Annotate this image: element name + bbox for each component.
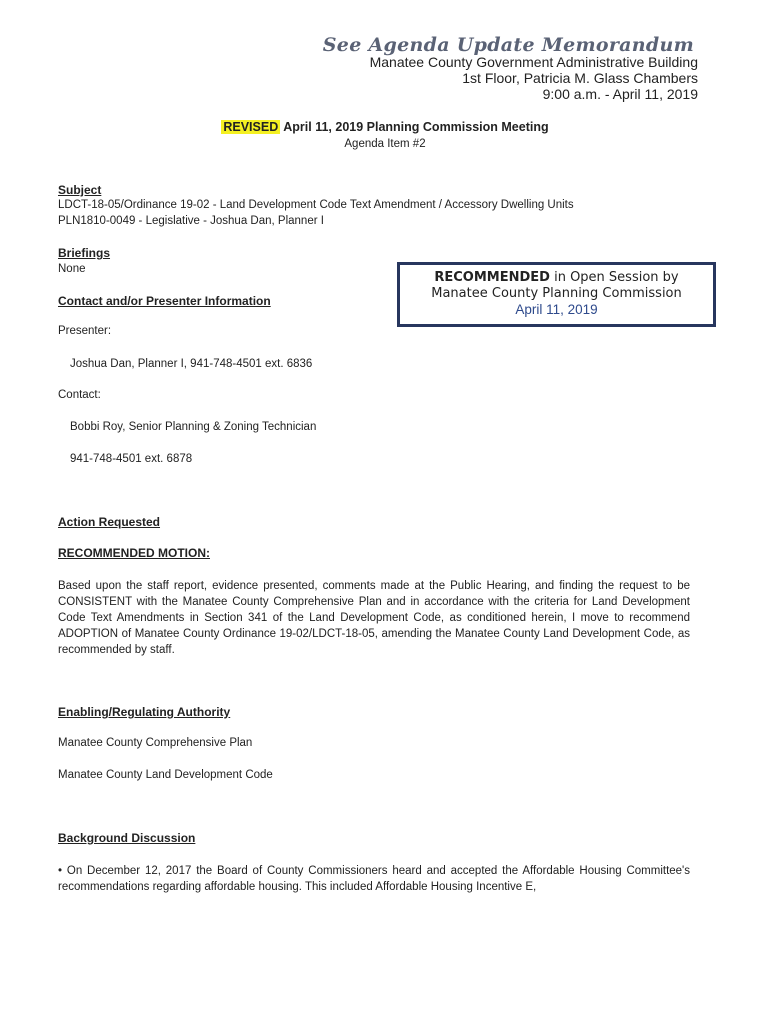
action-requested-heading: Action Requested [58,515,161,529]
recommended-label: RECOMMENDED [434,270,550,285]
agenda-update-stamp: See Agenda Update Memorandum [322,34,694,56]
subject-heading: Subject [58,183,102,197]
recommended-date: April 11, 2019 [515,302,598,317]
motion-text: Based upon the staff report, evidence presented, comments made at the Public Hearing, and finding the request to be CONSISTENT with the Manatee County Comprehensive Plan and in accordance with the criteria for Land Development Code Text Amendments in Section 341 of the Land Development Code, as conditioned herein, I move to recommend ADOPTION of Manatee County Ordinance 19-02/LDCT-18-05, amending the Manatee County Land Development Code, as recommended by staff. [58,580,690,656]
recommended-motion-heading: RECOMMENDED MOTION: [58,546,210,560]
meeting-title: April 11, 2019 Planning Commission Meeting [283,120,549,134]
authority-heading: Enabling/Regulating Authority [58,705,231,719]
authority-item-2: Manatee County Land Development Code [58,769,273,781]
recommended-session: in Open Session by [549,270,679,285]
header-time: 9:00 a.m. - April 11, 2019 [542,86,698,102]
contact-name: Bobbi Roy, Senior Planning & Zoning Technician [70,421,317,433]
briefings-heading: Briefings [58,246,111,260]
subject-line-1: LDCT-18-05/Ordinance 19-02 - Land Development Code Text Amendment / Accessory Dwelling Units [58,199,574,211]
recommended-commission: Manatee County Planning Commission [431,286,682,301]
authority-item-1: Manatee County Comprehensive Plan [58,737,253,749]
subject-line-2: PLN1810-0049 - Legislative - Joshua Dan, Planner I [58,215,324,227]
presenter-info: Joshua Dan, Planner I, 941-748-4501 ext. 6836 [70,358,313,370]
recommended-stamp-box [397,262,716,327]
background-heading: Background Discussion [58,831,196,845]
briefings-value: None [58,263,86,275]
revised-tag: REVISED [223,120,279,134]
contact-label: Contact: [58,389,101,401]
header-floor: 1st Floor, Patricia M. Glass Chambers [462,70,698,86]
agenda-item-number: Agenda Item #2 [344,138,426,150]
meeting-title-line [0,120,770,134]
contact-phone: 941-748-4501 ext. 6878 [70,453,193,465]
presenter-label: Presenter: [58,325,112,337]
contact-heading: Contact and/or Presenter Information [58,294,271,308]
header-building: Manatee County Government Administrative Building [369,54,698,70]
background-text: • On December 12, 2017 the Board of County Commissioners heard and accepted the Affordable Housing Committee's recommendations regarding affordable housing. This included Affordable Housing Incentive E, [58,865,690,893]
